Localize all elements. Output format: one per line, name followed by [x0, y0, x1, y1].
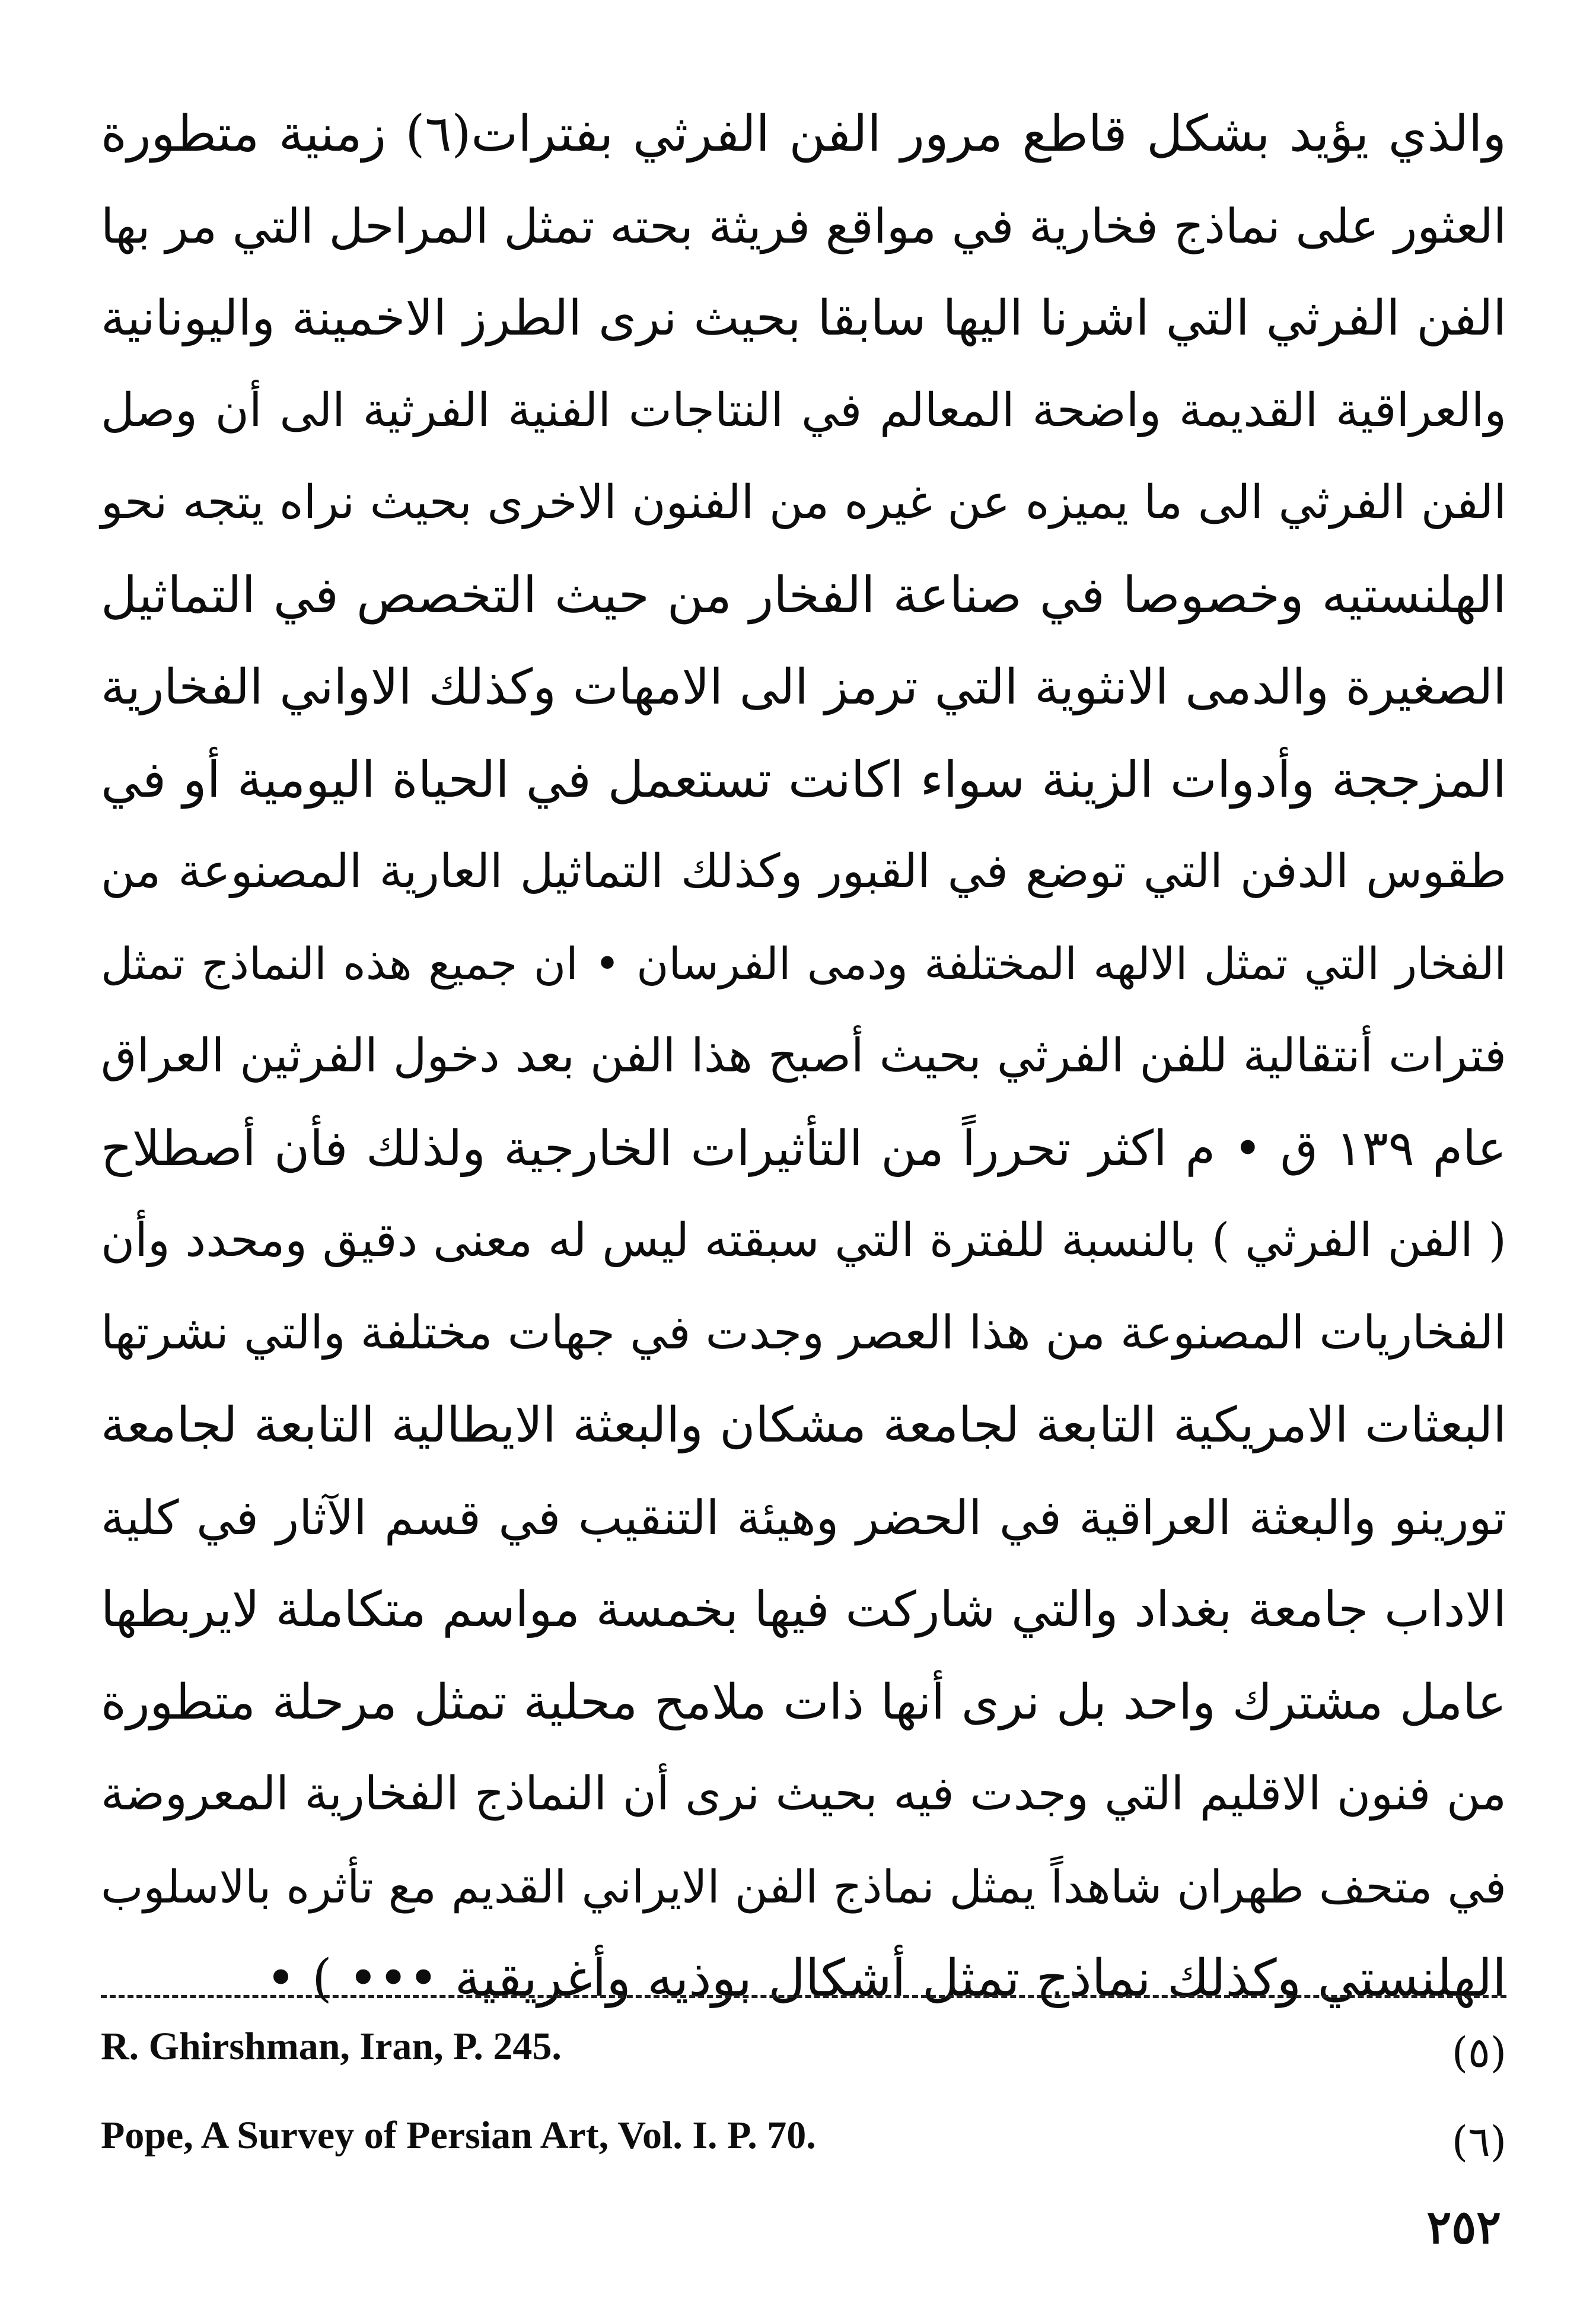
- text-line: طقوس الدفن التي توضع في القبور وكذلك التماثيل العارية المصنوعة من: [101, 845, 1506, 898]
- text-line: والعراقية القديمة واضحة المعالم في النتاجات الفنية الفرثية الى أن وصل: [101, 383, 1506, 437]
- text-line: الاداب جامعة بغداد والتي شاركت فيها بخمسة مواسم متكاملة لايربطها: [101, 1582, 1506, 1638]
- text-line: الهلنستيه وخصوصا في صناعة الفخار من حيث التخصص في التماثيل: [101, 565, 1506, 624]
- text-line: الفخار التي تمثل الالهه المختلفة ودمى الفرسان • ان جميع هذه النماذج تمثل: [101, 938, 1506, 990]
- text-line: تورينو والبعثة العراقية في الحضر وهيئة التنقيب في قسم الآثار في كلية: [101, 1490, 1506, 1545]
- text-line: عام ١٣٩ ق • م اكثر تحرراً من التأثيرات الخارجية ولذلك فأن أصطلاح: [101, 1120, 1507, 1177]
- text-line: الفن الفرثي الى ما يميزه عن غيره من الفنون الاخرى بحيث نراه يتجه نحو: [101, 476, 1506, 529]
- text-line: الصغيرة والدمى الانثوية التي ترمز الى الامهات وكذلك الاواني الفخارية: [101, 659, 1506, 715]
- text-line: المزججة وأدوات الزينة سواء اكانت تستعمل في الحياة اليومية أو في: [101, 750, 1506, 809]
- footnotes: [101, 2014, 1506, 2192]
- text-line: فترات أنتقالية للفن الفرثي بحيث أصبح هذا الفن بعد دخول الفرثين العراق: [101, 1029, 1507, 1083]
- footnote-item: [101, 2014, 1506, 2103]
- text-line: من فنون الاقليم التي وجدت فيه بحيث نرى أن النماذج الفخارية المعروضة: [101, 1767, 1506, 1821]
- footnote-number: (٥): [1451, 2028, 1506, 2077]
- footnote-item: [101, 2103, 1506, 2192]
- footnote-text: Pope, A Survey of Persian Art, Vol. I. P. 70.: [101, 2114, 816, 2157]
- text-line: الفخاريات المصنوعة من هذا العصر وجدت في جهات مختلفة والتي نشرتها: [101, 1306, 1506, 1360]
- body-text: [101, 88, 1506, 2025]
- text-line: والذي يؤيد بشكل قاطع مرور الفن الفرثي بفترات(٦) زمنية متطورة: [101, 104, 1506, 163]
- footnote-text: R. Ghirshman, Iran, P. 245.: [101, 2025, 562, 2068]
- footnote-number: (٦): [1451, 2117, 1506, 2166]
- text-line: البعثات الامريكية التابعة لجامعة مشكان والبعثة الايطالية التابعة لجامعة: [101, 1397, 1506, 1453]
- footnote-separator: [101, 1995, 1506, 1998]
- text-line: الفن الفرثي التي اشرنا اليها سابقا بحيث نرى الطرز الاخمينة واليونانية: [101, 290, 1506, 346]
- text-line: في متحف طهران شاهداً يمثل نماذج الفن الايراني القديم مع تأثره بالاسلوب: [101, 1860, 1506, 1913]
- text-line: العثور على نماذج فخارية في مواقع فريثة بحته تمثل المراحل التي مر بها: [101, 198, 1506, 254]
- text-line: عامل مشترك واحد بل نرى أنها ذات ملامح محلية تمثل مرحلة متطورة: [101, 1674, 1506, 1730]
- text-line: ( الفن الفرثي ) بالنسبة للفترة التي سبقته ليس له معنى دقيق ومحدد وأن: [101, 1214, 1506, 1267]
- text-line-last: الهلنستي وكذلك نماذج تمثل أشكال بوذيه وأغريقية ••• ) •: [266, 1949, 1506, 2008]
- page-number: ٢٥٢: [1426, 2200, 1501, 2254]
